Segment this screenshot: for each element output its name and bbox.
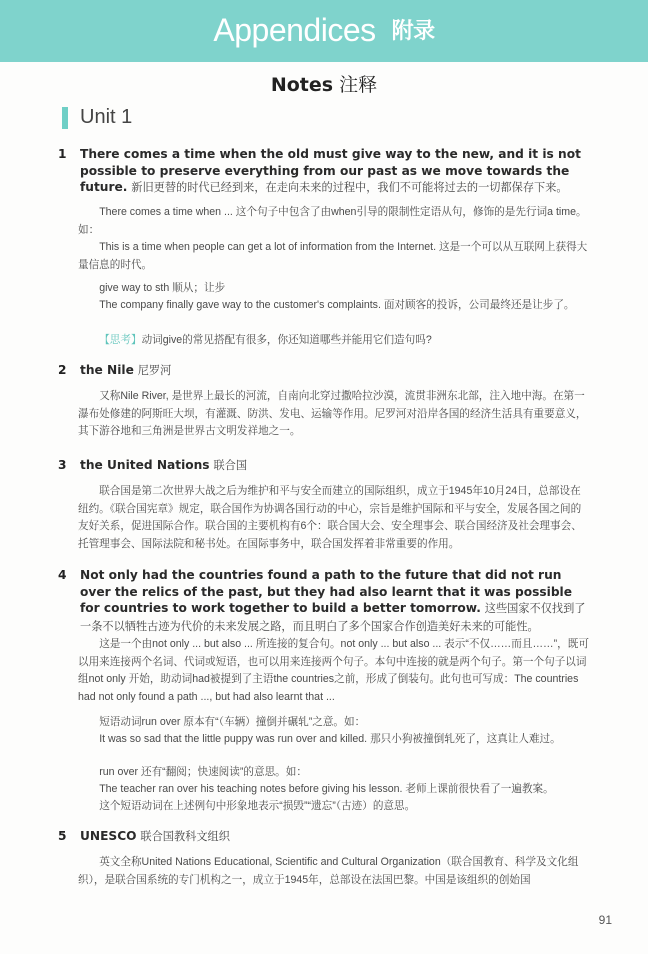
- appendices-header-band: [0, 0, 648, 62]
- note-1-think: [78, 332, 611, 350]
- note-3-heading: [58, 457, 590, 475]
- notes-title-cn: 注释: [339, 74, 378, 96]
- note-4-paragraph-1: 这是一个由not only ... but also ... 所连接的复合句。not only ... but also ... 表示“不仅……而且……”，既可以用来连接两个名词、代词或短语，也可以用来连接两个句子。本句中连接的就是两个句子。第一个句子以词组not only 开始，助动词had被提到了主语the countries之前，形成了倒装句。此句也可写成：The countries had not only found a path ..., but had also learnt that ...: [78, 638, 589, 703]
- note-4: [58, 567, 590, 635]
- note-heading-cn: 新旧更替的时代已经到来，在走向未来的过程中，我们不可能将过去的一切都保存下来。: [131, 181, 568, 194]
- note-4-paragraph-3: It was so sad that the little puppy was run over and killed. 那只小狗被撞倒轧死了，这真让人难过。: [99, 733, 561, 745]
- note-number: 3: [58, 458, 67, 472]
- unit-heading: [62, 106, 132, 129]
- note-2-paragraph-1: 又称Nile River, 是世界上最长的河流，自南向北穿过撒哈拉沙漠，流贯非洲东北部，注入地中海。在第一瀑布处修建的阿斯旺大坝，有灌溉、防洪、发电、运输等作用。尼罗河对沿岸各国的经济生活具有重要意义，其下游谷地和三角洲是世界古文明发祥地之一。: [78, 390, 587, 437]
- note-5: [58, 828, 590, 846]
- unit-marker-bar: [62, 107, 68, 129]
- note-1-heading: [58, 146, 590, 197]
- note-2: [58, 362, 590, 380]
- appendices-title: [0, 12, 648, 49]
- note-5-heading: [58, 828, 590, 846]
- note-1: [58, 146, 590, 197]
- note-4-heading: [58, 567, 590, 635]
- notes-title: [0, 70, 648, 97]
- appendices-title-cn: 附录: [391, 18, 435, 43]
- note-heading-cn: 联合国教科文组织: [140, 830, 230, 843]
- page-number: 91: [598, 913, 612, 927]
- note-1-paragraph-4: The company finally gave way to the customer's complaints. 面对顾客的投诉，公司最终还是让步了。: [99, 299, 575, 311]
- note-4-paragraph-2: 短语动词run over 原本有“（车辆）撞倒并碾轧”之意。如：: [99, 716, 366, 728]
- note-number: 1: [58, 147, 67, 161]
- notes-title-en: Notes: [270, 74, 334, 96]
- note-heading-en: the United Nations: [80, 458, 210, 472]
- note-1-paragraph-3: give way to sth 顺从；让步: [99, 282, 226, 294]
- note-3-paragraph-1: 联合国是第二次世界大战之后为维护和平与安全而建立的国际组织，成立于1945年10月24日，总部设在纽约。《联合国宪章》规定，联合国作为协调各国行动的中心，宗旨是维护国际和平与安全，发展各国之间的友好关系，促进国际合作。联合国的主要机构有6个：联合国大会、安全理事会、联合国经济及社会理事会、托管理事会、国际法院和秘书处。在国际事务中，联合国发挥着非常重要的作用。: [78, 485, 582, 550]
- note-3: [58, 457, 590, 475]
- think-label: 【思考】: [99, 334, 142, 346]
- note-number: 5: [58, 829, 67, 843]
- note-2-heading: [58, 362, 590, 380]
- note-number: 4: [58, 568, 67, 582]
- note-4-paragraph-6: 这个短语动词在上述例句中形象地表示“损毁”“遗忘”（古迹）的意思。: [99, 800, 416, 812]
- note-heading-cn: 联合国: [213, 459, 248, 472]
- note-5-paragraph-1: 英文全称United Nations Educational, Scientific and Cultural Organization（联合国教育、科学及文化组织），是联合国系统的专门机构之一，成立于1945年，总部设在法国巴黎。中国是该组织的创始国: [78, 856, 579, 886]
- note-heading-cn: 这些国家不仅找到了一条不以牺牲古迹为代价的未来发展之路，而且明白了多个国家合作创造美好未来的可能性。: [80, 602, 586, 633]
- note-1-paragraph-1: There comes a time when ... 这个句子中包含了由when引导的限制性定语从句，修饰的是先行词a time。如：: [78, 206, 587, 236]
- appendices-title-en: Appendices: [213, 12, 376, 48]
- note-heading-cn: 尼罗河: [137, 364, 172, 377]
- note-heading-en: There comes a time when the old must give way to the new, and it is not possible to preserve everything from our past as we move towards the future.: [80, 147, 581, 194]
- think-text: 动词give的常见搭配有很多，你还知道哪些并能用它们造句吗?: [141, 334, 432, 346]
- note-heading-en: Not only had the countries found a path to the future that did not run over the relics of the past, but they had also learnt that it was possible for countries to work together to build a better tomorrow.: [80, 568, 572, 615]
- note-number: 2: [58, 363, 67, 377]
- unit-label: Unit 1: [80, 106, 133, 128]
- note-4-paragraph-5: The teacher ran over his teaching notes before giving his lesson. 老师上课前很快看了一遍教案。: [99, 783, 554, 795]
- note-heading-en: the Nile: [80, 363, 134, 377]
- note-4-paragraph-4: run over 还有“翻阅；快速阅读”的意思。如：: [99, 766, 307, 778]
- note-heading-en: UNESCO: [80, 829, 137, 843]
- note-1-paragraph-2: This is a time when people can get a lot of information from the Internet. 这是一个可以从互联网上获得大量信息的时代。: [78, 241, 588, 271]
